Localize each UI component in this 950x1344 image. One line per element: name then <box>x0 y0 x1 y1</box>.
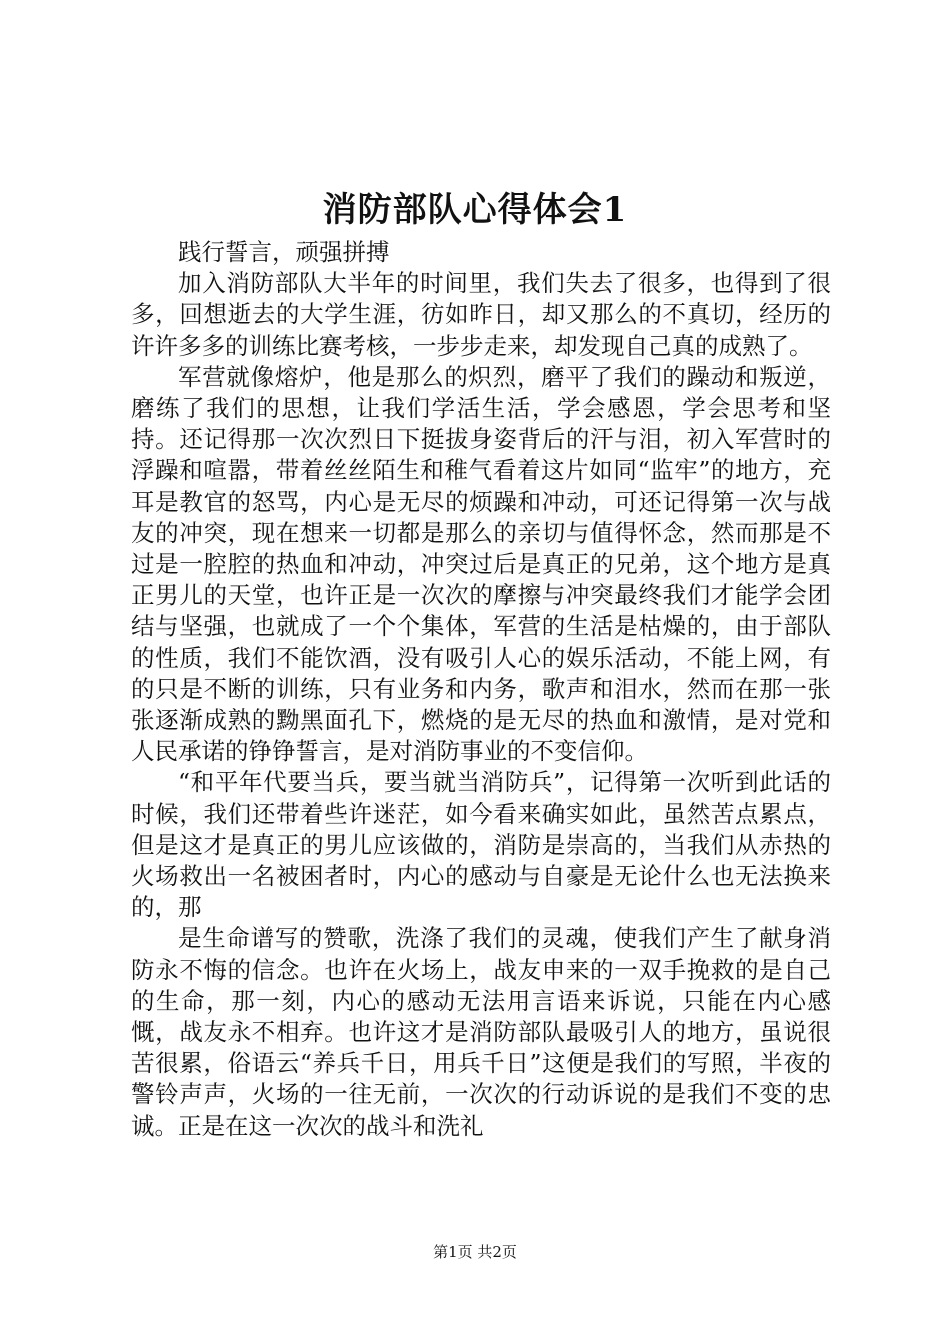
paragraph: 加入消防部队大半年的时间里，我们失去了很多，也得到了很多，回想逝去的大学生涯，彷如昨日，却又那么的不真切，经历的许许多多的训练比赛考核，一步步走来，却发现自己真的成熟了。 <box>131 269 831 360</box>
document-body <box>131 237 831 1142</box>
paragraph-subtitle: 践行誓言，顽强拼搏 <box>178 238 390 266</box>
paragraph: 军营就像熔炉，他是那么的炽烈，磨平了我们的躁动和叛逆，磨练了我们的思想，让我们学活生活，学会感恩，学会思考和坚持。还记得那一次次烈日下挺拔身姿背后的汗与泪，初入军营时的浮躁和喧嚣，带着丝丝陌生和稚气看着这片如同“监牢”的地方，充耳是教官的怒骂，内心是无尽的烦躁和冲动，可还记得第一次与战友的冲突，现在想来一切都是那么的亲切与值得怀念，然而那是不过是一腔腔的热血和冲动，冲突过后是真正的兄弟，这个地方是真正男儿的天堂，也许正是一次次的摩擦与冲突最终我们才能学会团结与坚强，也就成了一个个集体，军营的生活是枯燥的，由于部队的性质，我们不能饮酒，没有吸引人心的娱乐活动，不能上网，有的只是不断的训练，只有业务和内务，歌声和泪水，然而在那一张张逐渐成熟的黝黑面孔下，燃烧的是无尽的热血和激情，是对党和人民承诺的铮铮誓言，是对消防事业的不变信仰。 <box>131 362 831 766</box>
paragraph: “和平年代要当兵，要当就当消防兵”，记得第一次听到此话的时候，我们还带着些许迷茫，如今看来确实如此，虽然苦点累点，但是这才是真正的男儿应该做的，消防是崇高的，当我们从赤热的火场救出一名被困者时，内心的感动与自豪是无论什么也无法换来的，那 <box>131 768 831 922</box>
page-number-footer: 第1页 共2页 <box>433 1243 517 1261</box>
document-title: 消防部队心得体会1 <box>322 190 628 230</box>
paragraph: 是生命谱写的赞歌，洗涤了我们的灵魂，使我们产生了献身消防永不悔的信念。也许在火场上，战友申来的一双手挽救的是自己的生命，那一刻，内心的感动无法用言语来诉说，只能在内心感慨，战友永不相弃。也许这才是消防部队最吸引人的地方，虽说很苦很累，俗语云“养兵千日，用兵千日”这便是我们的写照，半夜的警铃声声，火场的一往无前，一次次的行动诉说的是我们不变的忠诚。正是在这一次次的战斗和洗礼 <box>131 924 831 1140</box>
